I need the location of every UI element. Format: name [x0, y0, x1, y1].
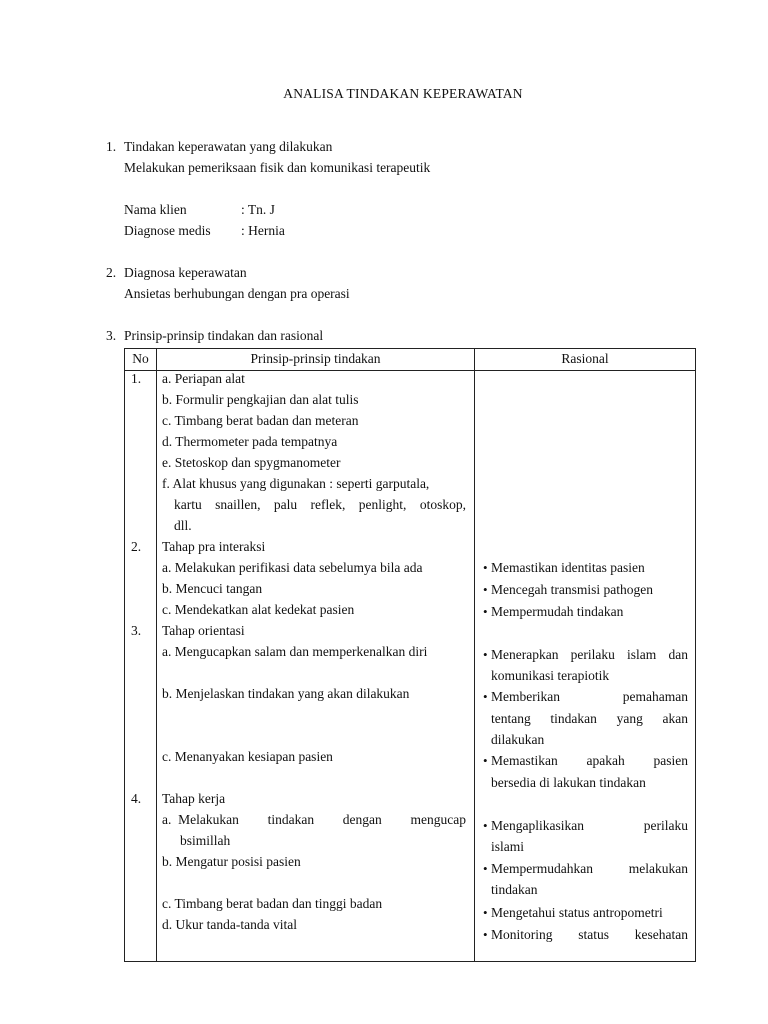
principle-item: b. Menjelaskan tindakan yang akan dilakukan: [162, 686, 410, 701]
row-number: 2.: [131, 539, 142, 554]
principle-word: mengucap: [410, 812, 466, 827]
bullet-icon: •: [483, 927, 488, 942]
rationale-word: pasien: [653, 753, 688, 768]
rationale-item: dilakukan: [491, 732, 545, 747]
principle-item: c. Mendekatkan alat kedekat pasien: [162, 602, 355, 617]
rationale-word: perilaku: [643, 818, 688, 833]
rationale-word: Mengaplikasikan: [491, 818, 584, 833]
principle-item: [162, 812, 466, 828]
bullet-icon: •: [483, 647, 488, 662]
principle-item: d. Ukur tanda-tanda vital: [162, 917, 297, 932]
field-label-nama-klien: Nama klien: [124, 202, 187, 217]
bullet-icon: •: [483, 753, 488, 768]
rationale-item: [491, 753, 688, 769]
section-3-heading: Prinsip-prinsip tindakan dan rasional: [124, 328, 324, 343]
rationale-item: bersedia di lakukan tindakan: [491, 775, 646, 790]
principle-item: a. Periapan alat: [162, 371, 245, 386]
field-label-diagnose-medis: Diagnose medis: [124, 223, 211, 238]
rationale-item: Memastikan identitas pasien: [491, 560, 645, 575]
section-2-heading: Diagnosa keperawatan: [124, 265, 247, 280]
header-principles: Prinsip-prinsip tindakan: [250, 351, 381, 366]
rationale-word: pemahaman: [622, 689, 688, 704]
principles-table: [124, 348, 696, 962]
rationale-word: Menerapkan: [491, 647, 559, 662]
bullet-icon: •: [483, 560, 488, 575]
section-1-heading: Tindakan keperawatan yang dilakukan: [124, 139, 333, 154]
header-rationale: Rasional: [561, 351, 609, 366]
principle-word: otoskop,: [419, 497, 466, 512]
principle-item: f. Alat khusus yang digunakan : seperti garputala,: [162, 476, 430, 491]
principle-word: tindakan: [267, 812, 315, 827]
rationale-word: apakah: [586, 753, 625, 768]
rationale-item: [491, 711, 688, 727]
table-column-divider: [156, 349, 157, 961]
stage-heading: Tahap pra interaksi: [162, 539, 266, 554]
principle-word: reflek,: [310, 497, 346, 512]
rationale-item: [491, 861, 688, 877]
bullet-icon: •: [483, 582, 488, 597]
header-no: No: [132, 351, 149, 366]
rationale-item: [491, 647, 688, 663]
section-1-number: 1.: [106, 139, 117, 154]
field-value-diagnose-medis: : Hernia: [241, 223, 285, 238]
table-column-divider: [474, 349, 475, 961]
principle-word: a. Melakukan: [162, 812, 239, 827]
principle-item: [174, 497, 466, 513]
rationale-item: [491, 689, 688, 705]
row-number: 4.: [131, 791, 142, 806]
rationale-item: [491, 927, 688, 943]
section-2-text: Ansietas berhubungan dengan pra operasi: [124, 286, 350, 301]
principle-item: b. Formulir pengkajian dan alat tulis: [162, 392, 359, 407]
field-value-nama-klien: : Tn. J: [241, 202, 275, 217]
principle-word: dengan: [342, 812, 382, 827]
rationale-word: dan: [668, 647, 688, 662]
rationale-word: akan: [662, 711, 688, 726]
rationale-word: islam: [627, 647, 657, 662]
rationale-word: tentang: [491, 711, 531, 726]
stage-heading: Tahap orientasi: [162, 623, 245, 638]
principle-item: a. Mengucapkan salam dan memperkenalkan diri: [162, 644, 428, 659]
principle-word: kartu: [174, 497, 202, 512]
principle-item: b. Mencuci tangan: [162, 581, 263, 596]
page-title: ANALISA TINDAKAN KEPERAWATAN: [283, 86, 523, 101]
principle-item: bsimillah: [180, 833, 231, 848]
rationale-word: Monitoring: [491, 927, 553, 942]
rationale-word: yang: [616, 711, 643, 726]
row-number: 1.: [131, 371, 142, 386]
bullet-icon: •: [483, 861, 488, 876]
rationale-word: perilaku: [570, 647, 615, 662]
rationale-item: [491, 818, 688, 834]
rationale-word: kesehatan: [634, 927, 688, 942]
section-1-text: Melakukan pemeriksaan fisik dan komunikasi terapeutik: [124, 160, 431, 175]
rationale-item: Mengetahui status antropometri: [491, 905, 663, 920]
rationale-item: Mencegah transmisi pathogen: [491, 582, 653, 597]
section-2-number: 2.: [106, 265, 117, 280]
principle-item: a. Melakukan perifikasi data sebelumya bila ada: [162, 560, 423, 575]
principle-item: b. Mengatur posisi pasien: [162, 854, 301, 869]
principle-item: dll.: [174, 518, 192, 533]
principle-word: penlight,: [358, 497, 407, 512]
bullet-icon: •: [483, 905, 488, 920]
rationale-item: Mempermudah tindakan: [491, 604, 624, 619]
rationale-item: komunikasi terapiotik: [491, 668, 610, 683]
rationale-word: Memberikan: [491, 689, 560, 704]
principle-item: d. Thermometer pada tempatnya: [162, 434, 338, 449]
principle-item: c. Menanyakan kesiapan pasien: [162, 749, 333, 764]
rationale-word: Memastikan: [491, 753, 558, 768]
rationale-word: status: [578, 927, 610, 942]
principle-item: e. Stetoskop dan spygmanometer: [162, 455, 341, 470]
bullet-icon: •: [483, 818, 488, 833]
rationale-word: melakukan: [628, 861, 688, 876]
principle-item: c. Timbang berat badan dan meteran: [162, 413, 359, 428]
principle-item: c. Timbang berat badan dan tinggi badan: [162, 896, 383, 911]
rationale-item: islami: [491, 839, 524, 854]
principle-word: snaillen,: [215, 497, 261, 512]
stage-heading: Tahap kerja: [162, 791, 226, 806]
rationale-word: tindakan: [550, 711, 597, 726]
principle-word: palu: [273, 497, 298, 512]
rationale-item: tindakan: [491, 882, 538, 897]
row-number: 3.: [131, 623, 142, 638]
rationale-word: Mempermudahkan: [491, 861, 593, 876]
section-3-number: 3.: [106, 328, 117, 343]
bullet-icon: •: [483, 604, 488, 619]
bullet-icon: •: [483, 689, 488, 704]
